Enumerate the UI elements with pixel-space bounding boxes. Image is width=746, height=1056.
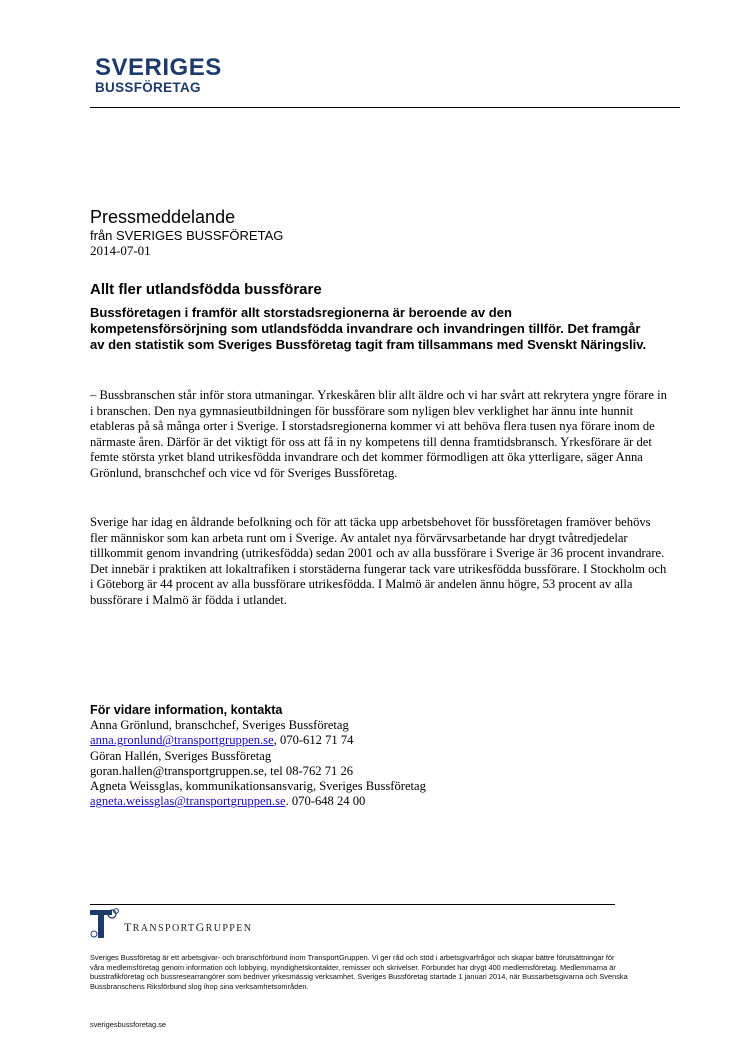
contact-1-email-link[interactable]: anna.gronlund@transportgruppen.se bbox=[90, 733, 274, 748]
contact-3-details bbox=[90, 794, 426, 809]
body-paragraph-1: – Bussbranschen står inför stora utmaningar. Yrkeskåren blir allt äldre och vi har svårt att rekrytera yngre förare in i branschen. Den nya gymnasieutbildningen för bussförare som nyligen blev verklighet har ännu inte hunnit etableras på så många orter i Sverige. I storstadsregionerna kommer vi att behöva flera tusen nya förare inom de närmaste åren. Därför är det viktigt för oss att få in ny kompetens till denna framtidsbransch. Yrkesförare är det femte största yrket bland utrikesfödda invandrare och det kommer förmodligen att öka ytterligare, säger Anna Grönlund, branschchef och vice vd för Sveriges Bussföretag. bbox=[90, 388, 667, 480]
press-sender: från SVERIGES BUSSFÖRETAG bbox=[90, 228, 284, 243]
contact-block bbox=[90, 703, 426, 809]
contact-1-phone: , 070-612 71 74 bbox=[273, 733, 354, 748]
contact-1-details bbox=[90, 733, 426, 748]
document-type: Pressmeddelande bbox=[90, 207, 236, 227]
footer-about-text: Sveriges Bussföretag är ett arbetsgivar- och branschförbund inom TransportGruppen. Vi ger råd och stöd i arbetsgivarfrågor och skapar bättre förutsättningar för våra medlemsföretag genom information och lobbying, myndighetskontakter, remisser och skrivelser. Förbundet har drygt 400 medlemsföretag. Medlemmarna är busstrafikföretag och bussresearrangörer som bedriver yrkesmässig verksamhet. Sveriges Bussföretag startade 1 januari 2014, när Bussarbetsgivarna och Svenska Bussbranschens Riksförbund slog ihop sina verksamhetsområden. bbox=[90, 953, 628, 991]
press-date: 2014-07-01 bbox=[90, 243, 151, 258]
transportgruppen-logo-icon bbox=[90, 908, 122, 942]
footer-divider bbox=[90, 904, 615, 905]
lead-paragraph: Bussföretagen i framför allt storstadsregionerna är beroende av den kompetensförsörjning som utlandsfödda invandrare och invandringen tillför. Det framgår av den statistik som Sveriges Bussföretag tagit fram tillsammans med Svenskt Näringsliv. bbox=[90, 305, 647, 352]
header-divider bbox=[90, 107, 680, 108]
sveriges-bussforetag-logo bbox=[95, 56, 222, 95]
contact-1-name: Anna Grönlund, branschchef, Sveriges Bussföretag bbox=[90, 718, 349, 733]
contact-heading: För vidare information, kontakta bbox=[90, 703, 283, 717]
contact-2-name: Göran Hallén, Sveriges Bussföretag bbox=[90, 748, 272, 763]
transportgruppen-wordmark: TRANSPORTGRUPPEN bbox=[124, 920, 253, 934]
footer-website[interactable]: sverigesbussforetag.se bbox=[90, 1020, 166, 1029]
contact-3-email-link[interactable]: agneta.weissglas@transportgruppen.se bbox=[90, 794, 286, 809]
logo-line-2: BUSSFÖRETAG bbox=[95, 80, 201, 95]
headline: Allt fler utlandsfödda bussförare bbox=[90, 281, 322, 298]
contact-2-details: goran.hallen@transportgruppen.se, tel 08-762 71 26 bbox=[90, 763, 354, 778]
contact-3-phone: . 070-648 24 00 bbox=[285, 794, 366, 809]
body-paragraph-2: Sverige har idag en åldrande befolkning och för att täcka upp arbetsbehovet för bussföretagen framöver behövs fler människor som kan arbeta runt om i Sverige. Av antalet nya förvärvsarbetande har drygt tvåtredjedelar tillkommit genom invandring (utrikesfödda) sedan 2001 och av alla bussförare i Sverige är 36 procent invandrare. Det innebär i praktiken att lokaltrafiken i storstäderna fungerar tack vare utrikesfödda bussförare. I Stockholm och i Göteborg är 44 procent av alla bussförare utrikesfödda. I Malmö är andelen ännu högre, 53 procent av alla bussförare i Malmö är födda i utlandet. bbox=[90, 515, 667, 607]
contact-3-name: Agneta Weissglas, kommunikationsansvarig, Sveriges Bussföretag bbox=[90, 779, 426, 794]
logo-line-1: SVERIGES bbox=[95, 54, 222, 81]
press-header bbox=[90, 207, 283, 258]
